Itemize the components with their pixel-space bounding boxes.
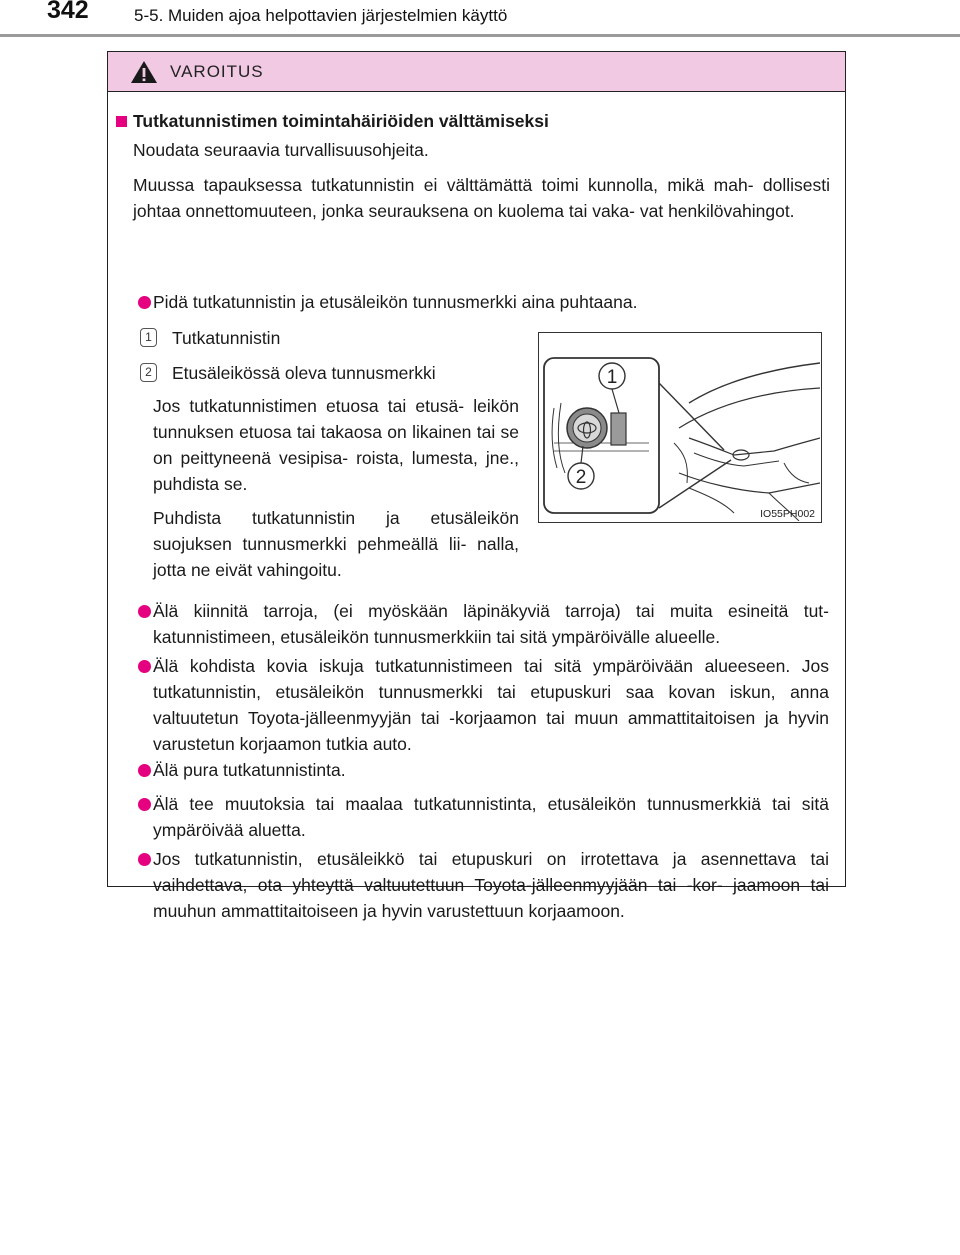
bullet-dot-icon	[138, 764, 151, 777]
figure-note-2: Puhdista tutkatunnistin ja etusäleikön suojuksen tunnusmerkki pehmeällä lii- nalla, jotta ne eivät vahingoitu.	[153, 508, 519, 580]
bullet-dot-icon	[138, 605, 151, 618]
warning-header	[108, 52, 845, 92]
legend-number-2: 2	[140, 363, 157, 382]
car-front-illustration	[539, 333, 820, 521]
figure-code: IO55PH002	[760, 508, 815, 520]
bullet-dot-icon	[138, 660, 151, 673]
warning-label: VAROITUS	[170, 61, 264, 81]
bullet-item: Älä pura tutkatunnistinta.	[153, 760, 346, 780]
heading-square-icon	[116, 116, 127, 127]
callout-number-2: 2	[575, 467, 587, 488]
warning-heading: Tutkatunnistimen toimintahäiriöiden välttämiseksi	[133, 111, 549, 131]
intro-text-2: Muussa tapauksessa tutkatunnistin ei välttämättä toimi kunnolla, mikä mah- dollisesti johtaa onnettomuuteen, jonka seurauksena on kuolema tai vaka- vat henkilövahingot.	[133, 175, 830, 221]
bullet-dot-icon	[138, 296, 151, 309]
legend-number-1: 1	[140, 328, 157, 347]
warning-triangle-icon	[130, 60, 158, 84]
bullet-item: Älä tee muutoksia tai maalaa tutkatunnistinta, etusäleikön tunnusmerkkiä tai sitä ympäröivää aluetta.	[153, 794, 829, 840]
bullet-dot-icon	[138, 853, 151, 866]
page-number: 342	[47, 0, 89, 24]
intro-text-1: Noudata seuraavia turvallisuusohjeita.	[133, 140, 429, 160]
callout-number-1: 1	[606, 367, 618, 388]
bullet-item: Jos tutkatunnistin, etusäleikkö tai etupuskuri on irrotettava ja asennettava tai vaihdettava, ota yhteyttä valtuutettuun Toyota-jälleenmyyjään tai -kor- jaamoon tai muuhun ammattitaitoiseen ja hyvin varustettuun korjaamoon.	[153, 849, 829, 921]
bullet-item: Älä kohdista kovia iskuja tutkatunnistimeen tai sitä ympäröivään alueeseen. Jos tutkatunnistin, etusäleikön tunnusmerkki tai etupuskuri saa kovan iskun, anna valtuutetun Toyota-jälleenmyyjän tai -korjaamon tai muun ammattitaitoisen ja hyvin varustetun korjaamon tutkia auto.	[153, 656, 829, 754]
radar-sensor-figure	[538, 332, 822, 523]
bullet-dot-icon	[138, 798, 151, 811]
header-divider	[0, 34, 960, 37]
figure-note-1: Jos tutkatunnistimen etuosa tai etusä- leikön tunnuksen etuosa tai takaosa on likainen tai se on peittyneenä vesipisa- roista, lumesta, jne., puhdista se.	[153, 396, 519, 494]
warning-content	[108, 92, 845, 921]
legend-text-2: Etusäleikössä oleva tunnusmerkki	[172, 363, 436, 383]
bullet-item: Pidä tutkatunnistin ja etusäleikön tunnusmerkki aina puhtaana.	[153, 292, 638, 312]
legend-text-1: Tutkatunnistin	[172, 328, 281, 348]
section-title: 5-5. Muiden ajoa helpottavien järjestelmien käyttö	[134, 6, 508, 25]
warning-box	[107, 51, 846, 921]
bullet-item: Älä kiinnitä tarroja, (ei myöskään läpinäkyviä tarroja) tai muita esineitä tut- katunnistimeen, etusäleikön tunnusmerkkiin tai sitä ympäröivälle alueelle.	[153, 601, 829, 647]
